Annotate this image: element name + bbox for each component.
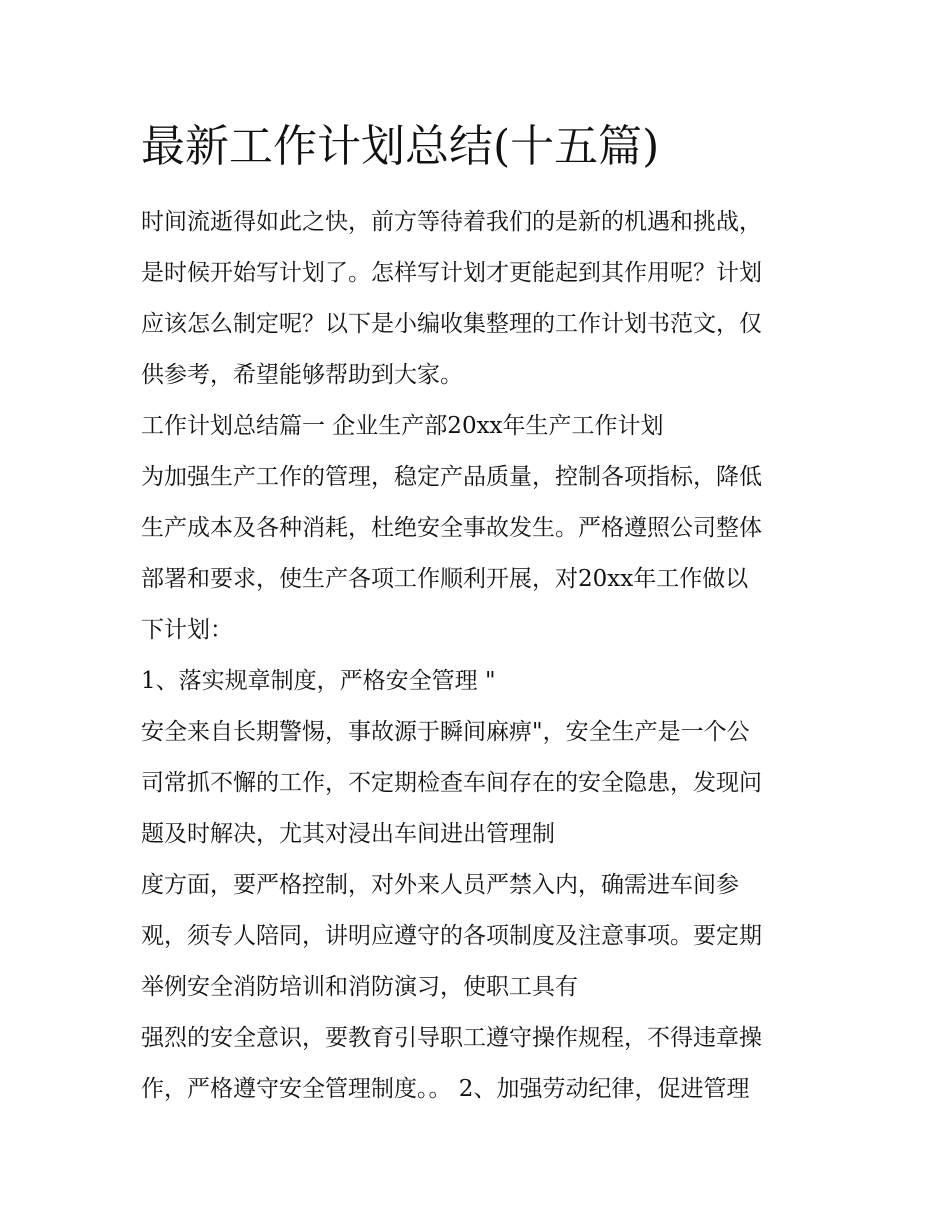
document-title: 最新工作计划总结(十五篇) (141, 121, 660, 172)
paragraph-line: 是时候开始写计划了。怎样写计划才更能起到其作用呢？计划 (141, 260, 762, 286)
paragraph-line: 下计划： (141, 617, 233, 643)
paragraph-line: 部署和要求，使生产各项工作顺利开展，对20xx年工作做以 (141, 566, 749, 592)
paragraph-line: 举例安全消防培训和消防演习，使职工具有 (141, 974, 578, 1000)
paragraph-line: 司常抓不懈的工作，不定期检查车间存在的安全隐患，发现问 (141, 770, 762, 796)
paragraph-line: 时间流逝得如此之快，前方等待着我们的是新的机遇和挑战， (141, 209, 762, 235)
paragraph-line: 生产成本及各种消耗，杜绝安全事故发生。严格遵照公司整体 (141, 515, 762, 541)
paragraph-line: 观，须专人陪同，讲明应遵守的各项制度及注意事项。要定期 (141, 923, 762, 949)
paragraph-line: 为加强生产工作的管理，稳定产品质量，控制各项指标，降低 (141, 464, 762, 490)
paragraph-line: 应该怎么制定呢？以下是小编收集整理的工作计划书范文，仅 (141, 311, 762, 337)
paragraph-line: 强烈的安全意识，要教育引导职工遵守操作规程，不得违章操 (141, 1025, 762, 1051)
list-item-heading: 1、落实规章制度，严格安全管理 " (141, 668, 496, 694)
paragraph-line: 度方面，要严格控制，对外来人员严禁入内，确需进车间参 (141, 872, 739, 898)
paragraph-line: 作，严格遵守安全管理制度。。 2、加强劳动纪律，促进管理 (141, 1076, 750, 1102)
section-heading: 工作计划总结篇一 企业生产部20xx年生产工作计划 (141, 413, 664, 439)
paragraph-line: 供参考，希望能够帮助到大家。 (141, 362, 463, 388)
paragraph-line: 安全来自长期警惕，事故源于瞬间麻痹"，安全生产是一个公 (141, 719, 750, 745)
paragraph-line: 题及时解决，尤其对浸出车间进出管理制 (141, 821, 555, 847)
